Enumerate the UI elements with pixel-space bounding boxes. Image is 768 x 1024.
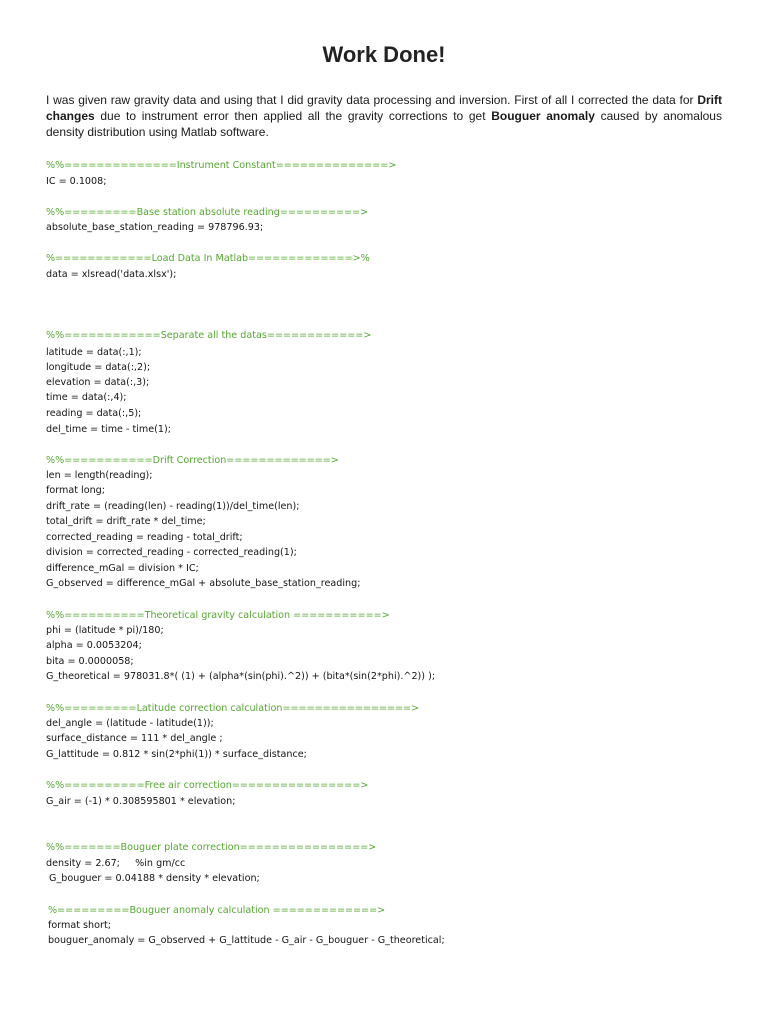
intro-bold-drift-changes: Drift changes [46,93,722,123]
code-line: data = xlsread('data.xlsx'); [46,269,177,280]
intro-bold-bouguer-anomaly: Bouguer anomaly [491,109,595,123]
code-comment: %%==========Theoretical gravity calculation ===========> [46,610,390,621]
code-line: bita = 0.0000058; [46,656,134,667]
intro-text-3: caused by anomalous density distribution using Matlab software. [46,109,722,139]
code-line: format short; [48,920,111,931]
intro-text-1: I was given raw gravity data and using that I did gravity data processing and inversion. First of all I corrected the data for [46,93,698,107]
code-line: del_time = time - time(1); [46,424,171,435]
code-line: phi = (latitude * pi)/180; [46,625,164,636]
code-line: latitude = data(:,1); [46,347,142,358]
code-line: len = length(reading); [46,470,153,481]
code-line: corrected_reading = reading - total_drift; [46,532,243,543]
code-comment: %%==========Free air correction================> [46,780,369,791]
code-line: del_angle = (latitude - latitude(1)); [46,718,214,729]
code-comment: %============Load Data In Matlab=============>% [46,253,370,264]
code-line: density = 2.67; %in gm/cc [46,858,186,869]
code-comment: %%===========Drift Correction=============> [46,455,339,466]
code-line: drift_rate = (reading(len) - reading(1))/del_time(len); [46,501,300,512]
code-line: IC = 0.1008; [46,176,107,187]
intro-text-2: due to instrument error then applied all the gravity corrections to get [94,109,492,123]
code-line: bouguer_anomaly = G_observed + G_lattitude - G_air - G_bouguer - G_theoretical; [48,935,445,946]
code-line: reading = data(:,5); [46,408,142,419]
code-line: surface_distance = 111 * del_angle ; [46,733,223,744]
code-comment: %%==============Instrument Constant==============> [46,160,397,171]
code-line: time = data(:,4); [46,392,127,403]
code-line: G_theoretical = 978031.8*( (1) + (alpha*(sin(phi).^2)) + (bita*(sin(2*phi).^2)) ); [46,671,436,682]
code-comment: %=========Bouguer anomaly calculation =============> [48,905,386,916]
code-line: division = corrected_reading - corrected_reading(1); [46,547,297,558]
code-comment: %%=========Latitude correction calculation================> [46,703,420,714]
code-comment: %%=========Base station absolute reading==========> [46,207,369,218]
code-line: G_lattitude = 0.812 * sin(2*phi(1)) * surface_distance; [46,749,307,760]
page-title: Work Done! [322,42,446,67]
code-line: elevation = data(:,3); [46,377,150,388]
code-line: difference_mGal = division * IC; [46,563,199,574]
code-line: absolute_base_station_reading = 978796.93; [46,222,264,233]
code-line: G_bouguer = 0.04188 * density * elevation; [46,873,260,884]
code-comment: %%=======Bouguer plate correction================> [46,842,377,853]
code-line: G_observed = difference_mGal + absolute_base_station_reading; [46,578,361,589]
code-line: G_air = (-1) * 0.308595801 * elevation; [46,796,236,807]
code-line: total_drift = drift_rate * del_time; [46,516,206,527]
code-line: format long; [46,485,105,496]
code-comment: %%============Separate all the datas============> [46,330,372,341]
code-line: alpha = 0.0053204; [46,640,142,651]
code-line: longitude = data(:,2); [46,362,151,373]
